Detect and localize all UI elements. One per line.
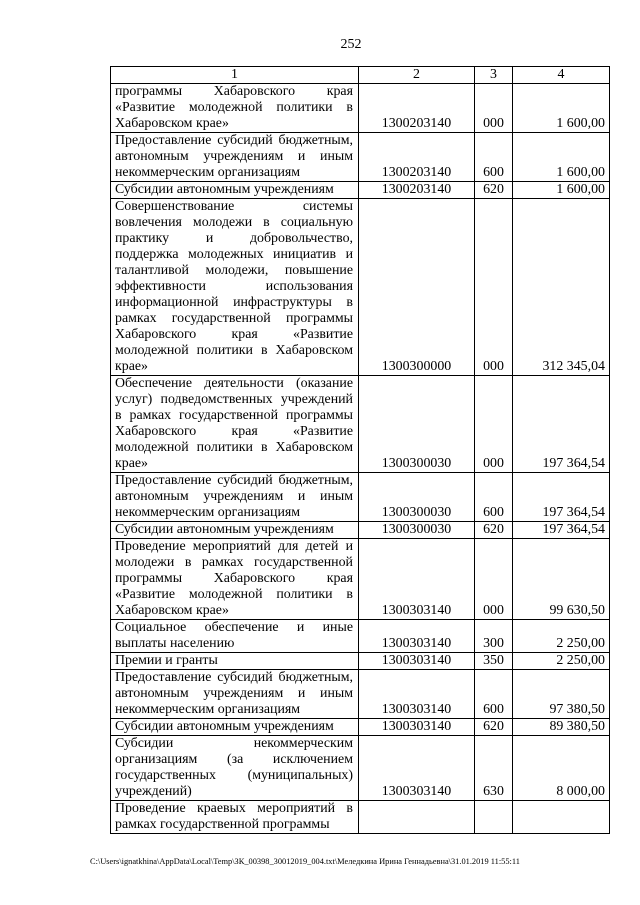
column-header: 4	[513, 67, 610, 84]
row-description: Обеспечение деятельности (оказание услуг) подведомственных учреждений в рамках государственной программы Хабаровского края «Развитие молодежной политики в Хабаровском крае»	[111, 376, 359, 473]
row-expense-type	[475, 801, 513, 834]
row-expense-type: 620	[475, 719, 513, 736]
table-row	[111, 522, 610, 539]
page-number: 252	[340, 37, 362, 52]
table-row	[111, 620, 610, 653]
row-description: программы Хабаровского края «Развитие молодежной политики в Хабаровском крае»	[111, 84, 359, 133]
table-row	[111, 84, 610, 133]
row-expense-type: 000	[475, 376, 513, 473]
row-amount: 97 380,50	[513, 670, 610, 719]
row-target-code: 1300300030	[359, 522, 475, 539]
row-expense-type: 600	[475, 133, 513, 182]
row-expense-type: 000	[475, 199, 513, 376]
row-amount: 312 345,04	[513, 199, 610, 376]
budget-table	[110, 66, 610, 834]
row-description: Предоставление субсидий бюджетным, автономным учреждениям и иным некоммерческим организациям	[111, 670, 359, 719]
row-target-code: 1300303140	[359, 736, 475, 801]
row-expense-type: 000	[475, 84, 513, 133]
row-amount: 99 630,50	[513, 539, 610, 620]
row-amount: 89 380,50	[513, 719, 610, 736]
table-row	[111, 719, 610, 736]
row-expense-type: 600	[475, 473, 513, 522]
row-target-code: 1300203140	[359, 84, 475, 133]
file-path-footer: C:\Users\ignatkhina\AppData\Local\Temp\ЗК_00398_30012019_004.txt\Меледкина Ирина Геннадьевна\31.01.2019 11:55:11	[90, 857, 520, 866]
row-description: Предоставление субсидий бюджетным, автономным учреждениям и иным некоммерческим организациям	[111, 133, 359, 182]
row-amount: 197 364,54	[513, 376, 610, 473]
row-amount: 2 250,00	[513, 620, 610, 653]
column-header: 3	[475, 67, 513, 84]
row-target-code: 1300303140	[359, 719, 475, 736]
row-expense-type: 620	[475, 522, 513, 539]
row-description: Предоставление субсидий бюджетным, автономным учреждениям и иным некоммерческим организациям	[111, 473, 359, 522]
row-target-code: 1300303140	[359, 670, 475, 719]
row-amount: 1 600,00	[513, 133, 610, 182]
row-amount: 197 364,54	[513, 473, 610, 522]
row-expense-type: 620	[475, 182, 513, 199]
row-amount	[513, 801, 610, 834]
table-row	[111, 133, 610, 182]
table-row	[111, 736, 610, 801]
column-header: 1	[111, 67, 359, 84]
row-description: Субсидии некоммерческим организациям (за исключением государственных (муниципальных) учреждений)	[111, 736, 359, 801]
table-row	[111, 473, 610, 522]
row-target-code: 1300303140	[359, 653, 475, 670]
row-target-code	[359, 801, 475, 834]
row-target-code: 1300303140	[359, 620, 475, 653]
table-row	[111, 670, 610, 719]
table-row	[111, 182, 610, 199]
row-expense-type: 000	[475, 539, 513, 620]
row-expense-type: 300	[475, 620, 513, 653]
row-expense-type: 600	[475, 670, 513, 719]
row-description: Премии и гранты	[111, 653, 359, 670]
row-amount: 197 364,54	[513, 522, 610, 539]
table-row	[111, 376, 610, 473]
row-target-code: 1300300000	[359, 199, 475, 376]
table-header-row	[111, 67, 610, 84]
row-expense-type: 630	[475, 736, 513, 801]
table-row	[111, 801, 610, 834]
row-target-code: 1300300030	[359, 376, 475, 473]
table-row	[111, 539, 610, 620]
row-amount: 8 000,00	[513, 736, 610, 801]
row-description: Социальное обеспечение и иные выплаты населению	[111, 620, 359, 653]
row-amount: 2 250,00	[513, 653, 610, 670]
column-header: 2	[359, 67, 475, 84]
row-description: Субсидии автономным учреждениям	[111, 182, 359, 199]
row-description: Проведение мероприятий для детей и молодежи в рамках государственной программы Хабаровского края «Развитие молодежной политики в Хабаровском крае»	[111, 539, 359, 620]
row-amount: 1 600,00	[513, 182, 610, 199]
row-description: Совершенствование системы вовлечения молодежи в социальную практику и добровольчество, поддержка молодежных инициатив и талантливой молодежи, повышение эффективности использования информационной инфраструктуры в рамках государственной программы Хабаровского края «Развитие молодежной политики в Хабаровском крае»	[111, 199, 359, 376]
row-target-code: 1300203140	[359, 182, 475, 199]
row-description: Субсидии автономным учреждениям	[111, 522, 359, 539]
table-row	[111, 199, 610, 376]
row-description: Субсидии автономным учреждениям	[111, 719, 359, 736]
table-row	[111, 653, 610, 670]
row-target-code: 1300303140	[359, 539, 475, 620]
row-expense-type: 350	[475, 653, 513, 670]
row-target-code: 1300300030	[359, 473, 475, 522]
row-description: Проведение краевых мероприятий в рамках государственной программы	[111, 801, 359, 834]
row-target-code: 1300203140	[359, 133, 475, 182]
row-amount: 1 600,00	[513, 84, 610, 133]
